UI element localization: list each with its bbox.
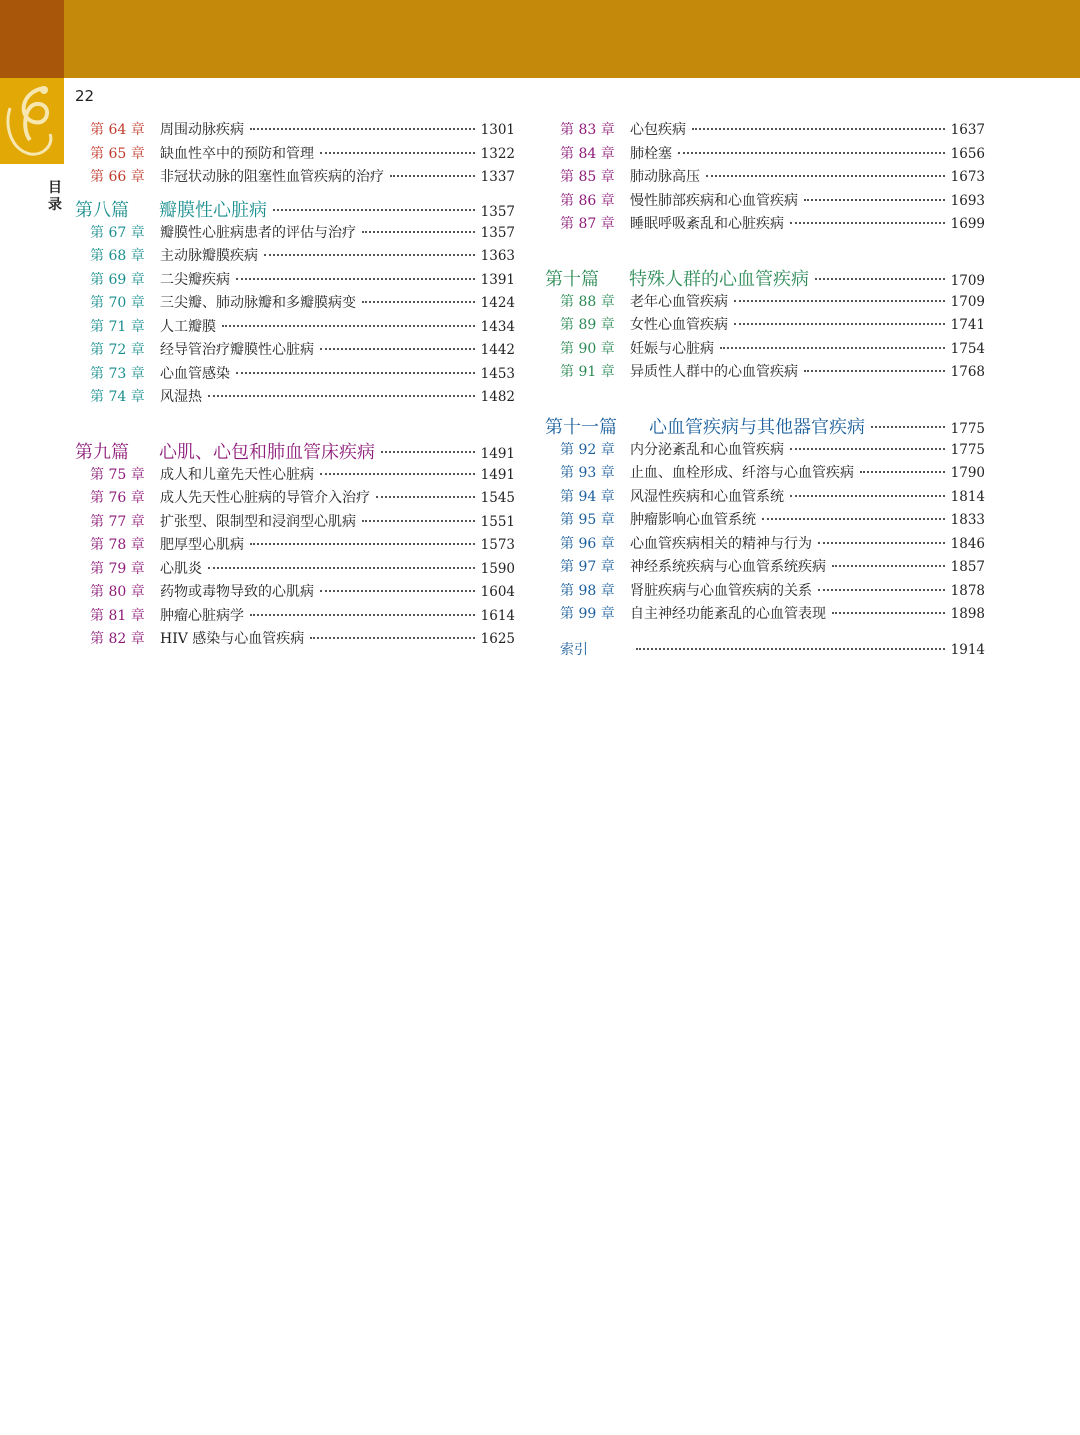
chapter-number: 第 84 章	[560, 145, 615, 162]
chapter-number: 第 71 章	[90, 318, 145, 335]
chapter-number: 第 72 章	[90, 342, 145, 358]
toc-entry[interactable]	[75, 339, 515, 363]
chapter-number: 第 96 章	[560, 535, 615, 552]
chapter-number: 第 82 章	[90, 631, 145, 647]
toc-entry[interactable]	[545, 462, 985, 486]
page-ref: 1491	[480, 466, 515, 483]
toc-entry[interactable]	[545, 603, 985, 627]
toc-entry[interactable]	[545, 314, 985, 338]
part-number: 第十篇	[545, 268, 599, 290]
chapter-number: 第 69 章	[90, 271, 145, 288]
chapter-title: 风湿性疾病和心血管系统	[630, 488, 784, 505]
chapter-number: 第 77 章	[90, 513, 145, 530]
toc-entry[interactable]	[545, 143, 985, 167]
header-corner-block	[0, 0, 64, 78]
toc-entry[interactable]	[545, 533, 985, 557]
chapter-title: 异质性人群中的心血管疾病	[630, 364, 798, 380]
chapter-number: 第 74 章	[90, 389, 145, 405]
chapter-title: 成人先天性心脏病的导管介入治疗	[160, 490, 370, 506]
toc-entry[interactable]	[545, 166, 985, 190]
dot-leader	[250, 543, 475, 545]
chapter-number: 第 68 章	[90, 248, 145, 264]
page-ref: 1699	[950, 216, 985, 232]
page-ref: 1590	[480, 560, 515, 577]
page-ref: 1614	[480, 607, 515, 624]
page-ref: 1573	[480, 537, 515, 553]
page-ref: 1337	[480, 169, 515, 185]
chapter-title: 老年心血管疾病	[630, 293, 728, 310]
toc-entry[interactable]	[545, 213, 985, 237]
dot-leader	[734, 323, 945, 325]
dot-leader	[678, 152, 945, 154]
chapter-title: 心血管疾病相关的精神与行为	[630, 535, 812, 552]
toc-entry[interactable]	[545, 439, 985, 463]
chapter-title: 三尖瓣、肺动脉瓣和多瓣膜病变	[160, 295, 356, 311]
chapter-title: 经导管治疗瓣膜性心脏病	[160, 342, 314, 358]
chapter-title: 扩张型、限制型和浸润型心肌病	[160, 513, 356, 530]
chapter-title: 肺动脉高压	[630, 169, 700, 185]
page-ref: 1442	[480, 342, 515, 358]
toc-entry[interactable]	[75, 581, 515, 605]
toc-entry[interactable]	[75, 386, 515, 410]
dot-leader	[273, 209, 475, 211]
page-ref: 1898	[950, 606, 985, 622]
dot-leader	[376, 496, 475, 498]
chapter-number: 第 98 章	[560, 582, 615, 599]
page-ref: 1424	[480, 295, 515, 311]
dot-leader	[320, 590, 475, 592]
index-label: 索引	[560, 641, 588, 658]
dot-leader	[222, 325, 475, 327]
chapter-number: 第 99 章	[560, 606, 615, 622]
page-ref: 1857	[950, 559, 985, 575]
chapter-list	[545, 291, 985, 385]
page-ref: 1625	[480, 631, 515, 647]
page-ref: 1775	[950, 441, 985, 458]
chapter-title: 止血、血栓形成、纤溶与心血管疾病	[630, 465, 854, 481]
page-ref: 1833	[950, 512, 985, 528]
dot-leader	[320, 473, 475, 475]
page-ref: 1322	[480, 145, 515, 162]
chapter-title: 肥厚型心肌病	[160, 537, 244, 553]
chapter-title: 慢性肺部疾病和心血管疾病	[630, 192, 798, 209]
part-number: 第八篇	[75, 199, 129, 221]
chapter-title: 人工瓣膜	[160, 318, 216, 335]
dot-leader	[790, 495, 945, 497]
toc-entry[interactable]	[545, 291, 985, 315]
dot-leader	[815, 278, 945, 280]
header-band	[0, 0, 1080, 78]
toc-entry[interactable]	[545, 509, 985, 533]
toc-index-entry[interactable]	[545, 639, 985, 663]
part-title: 心血管疾病与其他器官疾病	[649, 416, 865, 438]
side-tab-logo	[0, 78, 64, 164]
dot-leader	[762, 518, 945, 520]
page-ref: 1453	[480, 365, 515, 382]
chapter-number: 第 89 章	[560, 317, 615, 333]
toc-entry[interactable]	[75, 628, 515, 652]
chapter-title: 肿瘤心脏病学	[160, 607, 244, 624]
page-ref: 1814	[950, 488, 985, 505]
spacer	[545, 237, 985, 259]
chapter-number: 第 76 章	[90, 490, 145, 506]
page-ref: 1878	[950, 582, 985, 599]
chapter-title: 自主神经功能紊乱的心血管表现	[630, 606, 826, 622]
dot-leader	[236, 372, 475, 374]
page-ref: 1741	[950, 317, 985, 333]
toc-entry[interactable]	[75, 363, 515, 387]
chapter-number: 第 78 章	[90, 537, 145, 553]
toc-left-column	[75, 119, 515, 652]
toc-entry[interactable]	[75, 534, 515, 558]
chapter-number: 第 88 章	[560, 293, 615, 310]
page-ref: 1604	[480, 584, 515, 600]
chapter-number: 第 90 章	[560, 340, 615, 357]
chapter-number: 第 67 章	[90, 224, 145, 241]
toc-entry[interactable]	[75, 511, 515, 535]
dot-leader	[692, 128, 945, 130]
chapter-title: 瓣膜性心脏病患者的评估与治疗	[160, 224, 356, 241]
toc-entry[interactable]	[75, 605, 515, 629]
chapter-number: 第 65 章	[90, 145, 145, 162]
dot-leader	[790, 448, 945, 450]
dot-leader	[362, 231, 475, 233]
dot-leader	[636, 648, 945, 650]
dot-leader	[236, 278, 475, 280]
chapter-number: 第 80 章	[90, 584, 145, 600]
toc-entry[interactable]	[545, 580, 985, 604]
toc-entry[interactable]	[545, 486, 985, 510]
part-heading[interactable]	[75, 438, 515, 464]
page-ref: 1391	[480, 271, 515, 288]
dot-leader	[208, 395, 475, 397]
chapter-number: 第 66 章	[90, 169, 145, 185]
toc-entry[interactable]	[545, 338, 985, 362]
spacer	[545, 385, 985, 407]
chapter-title: 心肌炎	[160, 560, 202, 577]
chapter-number: 第 64 章	[90, 122, 145, 138]
part-heading[interactable]	[545, 413, 985, 439]
dot-leader	[860, 471, 945, 473]
toc-entry[interactable]	[545, 190, 985, 214]
part-heading[interactable]	[75, 196, 515, 222]
page-ref: 1545	[480, 490, 515, 506]
page-ref: 1357	[480, 224, 515, 241]
dot-leader	[390, 175, 475, 177]
chapter-title: 内分泌紊乱和心血管疾病	[630, 441, 784, 458]
toc-entry[interactable]	[75, 487, 515, 511]
page-ref: 1363	[480, 248, 515, 264]
toc-entry[interactable]	[75, 316, 515, 340]
chapter-title: 非冠状动脉的阻塞性血管疾病的治疗	[160, 169, 384, 185]
chapter-list	[75, 464, 515, 652]
chapter-title: 睡眠呼吸紊乱和心脏疾病	[630, 216, 784, 232]
toc-entry[interactable]	[75, 222, 515, 246]
page-ref: 1491	[480, 445, 515, 462]
page-ref: 1656	[950, 145, 985, 162]
chapter-title: 女性心血管疾病	[630, 317, 728, 333]
chapter-number: 第 81 章	[90, 607, 145, 624]
page-ref: 1768	[950, 364, 985, 380]
toc-entry[interactable]	[545, 119, 985, 143]
chapter-number: 第 92 章	[560, 441, 615, 458]
chapter-number: 第 86 章	[560, 192, 615, 209]
dot-leader	[264, 254, 475, 256]
chapter-title: 妊娠与心脏病	[630, 340, 714, 357]
dot-leader	[362, 301, 475, 303]
part-title: 心肌、心包和肺血管床疾病	[159, 441, 375, 463]
dot-leader	[804, 199, 945, 201]
page-ref: 1775	[950, 420, 985, 437]
chapter-number: 第 93 章	[560, 465, 615, 481]
page-ref: 1482	[480, 389, 515, 405]
chapter-number: 第 73 章	[90, 365, 145, 382]
part-number: 第十一篇	[545, 416, 617, 438]
chapter-number: 第 75 章	[90, 466, 145, 483]
toc-entry[interactable]	[75, 558, 515, 582]
spacer	[545, 627, 985, 639]
dot-leader	[320, 348, 475, 350]
toc-entry[interactable]	[75, 292, 515, 316]
page-ref: 1914	[950, 641, 985, 658]
page-ref: 1637	[950, 122, 985, 138]
dot-leader	[250, 128, 475, 130]
page-ref: 1693	[950, 192, 985, 209]
page-ref: 1434	[480, 318, 515, 335]
chapter-title: 风湿热	[160, 389, 202, 405]
chapter-title: 肾脏疾病与心血管疾病的关系	[630, 582, 812, 599]
chapter-number: 第 70 章	[90, 295, 145, 311]
toc-entry[interactable]	[545, 361, 985, 385]
dot-leader	[832, 612, 945, 614]
toc-entry[interactable]	[75, 269, 515, 293]
dot-leader	[832, 565, 945, 567]
page-ref: 1790	[950, 465, 985, 481]
toc-entry[interactable]	[75, 245, 515, 269]
page-ref: 1551	[480, 513, 515, 530]
chapter-number: 第 85 章	[560, 169, 615, 185]
chapter-title: 周围动脉疾病	[160, 122, 244, 138]
chapter-number: 第 83 章	[560, 122, 615, 138]
part-title: 特殊人群的心血管疾病	[629, 268, 809, 290]
dot-leader	[208, 567, 475, 569]
dot-leader	[381, 451, 475, 453]
page-ref: 1754	[950, 340, 985, 357]
chapter-title: 心血管感染	[160, 365, 230, 382]
section-side-label: 目录	[48, 180, 62, 213]
chapter-title: 二尖瓣疾病	[160, 271, 230, 288]
chapter-list	[545, 439, 985, 627]
chapter-title: 药物或毒物导致的心肌病	[160, 584, 314, 600]
chapter-title: 肿瘤影响心血管系统	[630, 512, 756, 528]
dot-leader	[818, 589, 945, 591]
toc-entry[interactable]	[75, 119, 515, 143]
chapter-title: 心包疾病	[630, 122, 686, 138]
chapter-number: 第 87 章	[560, 216, 615, 232]
dot-leader	[310, 637, 474, 639]
chapter-title: 神经系统疾病与心血管系统疾病	[630, 559, 826, 575]
chapter-list	[75, 222, 515, 410]
dot-leader	[706, 175, 945, 177]
chapter-title: 主动脉瓣膜疾病	[160, 248, 258, 264]
page-ref: 1357	[480, 203, 515, 220]
dot-leader	[250, 614, 475, 616]
chapter-title: 肺栓塞	[630, 145, 672, 162]
ornament-logo-icon	[0, 78, 64, 164]
chapter-number: 第 91 章	[560, 364, 615, 380]
chapter-list	[75, 119, 515, 190]
chapter-list	[545, 119, 985, 237]
page-ref: 1846	[950, 535, 985, 552]
chapter-number: 第 79 章	[90, 560, 145, 577]
page-ref: 1709	[950, 293, 985, 310]
dot-leader	[871, 426, 945, 428]
dot-leader	[790, 222, 945, 224]
dot-leader	[804, 370, 945, 372]
part-title: 瓣膜性心脏病	[159, 199, 267, 221]
part-number: 第九篇	[75, 441, 129, 463]
toc-entry[interactable]	[545, 556, 985, 580]
chapter-title: 缺血性卒中的预防和管理	[160, 145, 314, 162]
toc-right-column	[545, 119, 985, 662]
dot-leader	[818, 542, 945, 544]
dot-leader	[734, 300, 945, 302]
page-ref: 1301	[480, 122, 515, 138]
dot-leader	[362, 520, 475, 522]
chapter-number: 第 97 章	[560, 559, 615, 575]
part-heading[interactable]	[545, 265, 985, 291]
toc-entry[interactable]	[75, 166, 515, 190]
chapter-number: 第 94 章	[560, 488, 615, 505]
toc-entry[interactable]	[75, 143, 515, 167]
chapter-title: HIV 感染与心血管疾病	[160, 631, 305, 647]
dot-leader	[720, 347, 945, 349]
page-ref: 1709	[950, 272, 985, 289]
page-number: 22	[75, 87, 95, 105]
spacer	[75, 410, 515, 432]
chapter-title: 成人和儿童先天性心脏病	[160, 466, 314, 483]
toc-entry[interactable]	[75, 464, 515, 488]
chapter-number: 第 95 章	[560, 512, 615, 528]
dot-leader	[320, 152, 475, 154]
page-ref: 1673	[950, 169, 985, 185]
